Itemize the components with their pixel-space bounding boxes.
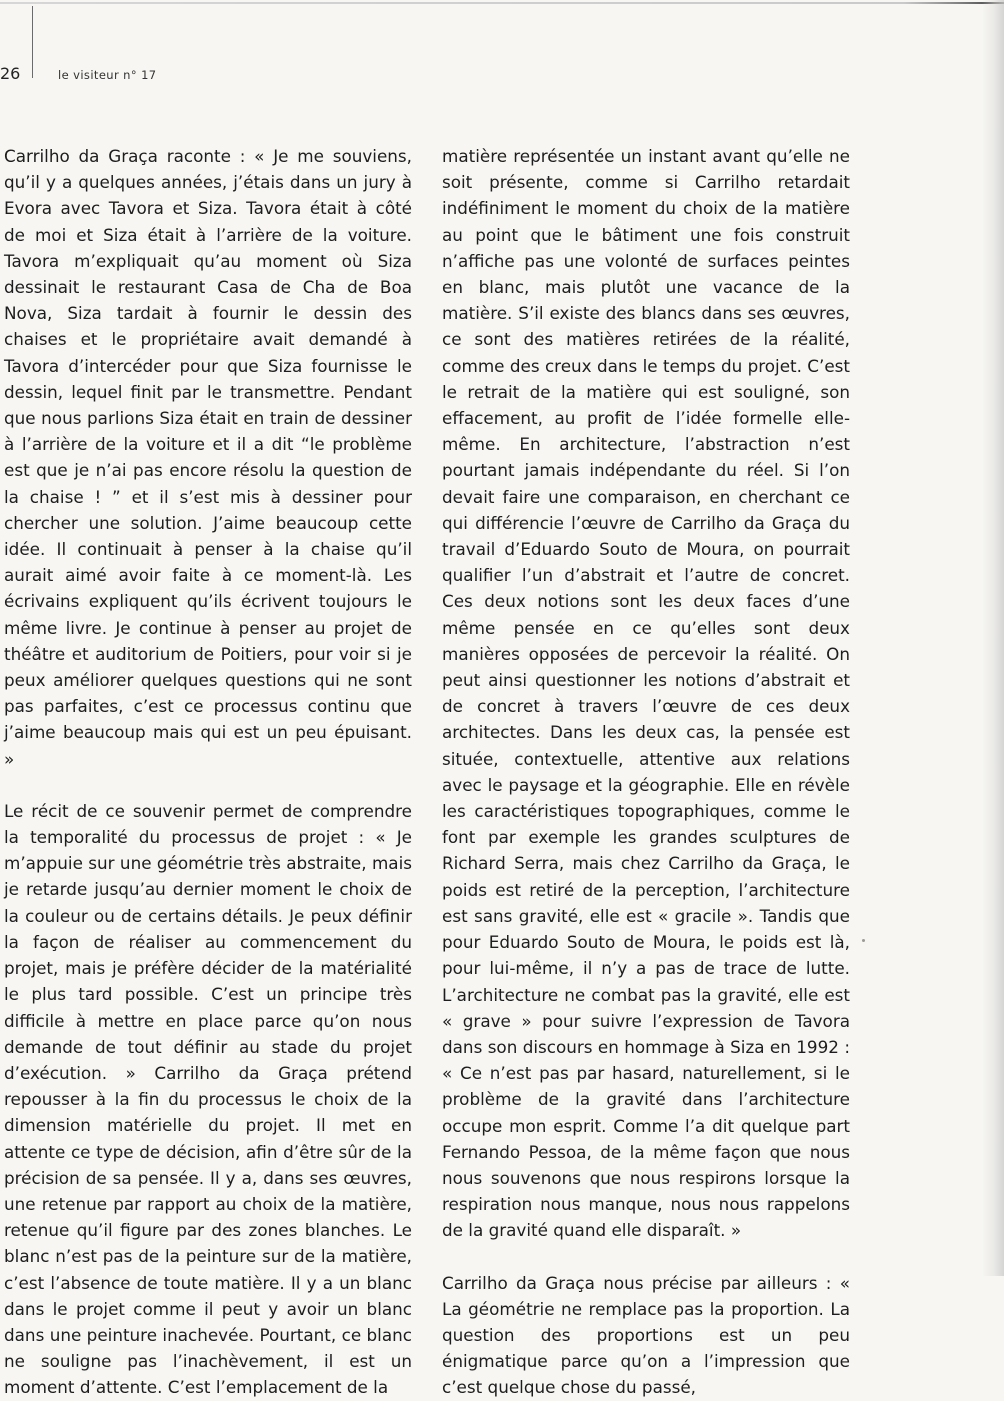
right-paragraph-2: Carrilho da Graça nous précise par ailleurs : « La géométrie ne remplace pas la proportion. La question des proportions est un peu énigmatique parce qu’on a l’impression que c’est quelque chose du passé, [442,1272,850,1398]
page-gutter-shadow [982,0,1004,1276]
header-margin-rule [32,6,33,78]
page-number: 26 [0,64,21,83]
paragraph-gap [4,772,412,798]
running-head: le visiteur n° 17 [58,68,157,82]
right-paragraph-1: matière représentée un instant avant qu’elle ne soit présente, comme si Carrilho retardait indéfiniment le moment du choix de la matière au point que le bâtiment une fois construit n’affiche pas une volonté de surfaces peintes en blanc, mais plutôt une vacance de la matière. S’il existe des blancs dans ses œuvres, ce sont des matières retirées de la réalité, comme des creux dans le temps du projet. C’est le retrait de la matière qui est souligné, son effacement, au profit de l’idée formelle elle-même. En architecture, l’abstraction n’est pourtant jamais indépendante du réel. Si l’on devait faire une comparaison, en cherchant ce qui différencie l’œuvre de Carrilho da Graça du travail d’Eduardo Souto de Moura, on pourrait qualifier l’un d’abstrait et l’autre de concret. Ces deux notions sont les deux faces d’une même pensée en ce qu’elles sont deux manières opposées de percevoir la réalité. On peut ainsi questionner les notions d’abstrait et de concret à travers l’œuvre de ces deux architectes. Dans les deux cas, la pensée est située, contextuelle, attentive aux relations avec le paysage et la géographie. Elle en révèle les caractéristiques topographiques, comme le font par exemple les grandes sculptures de Richard Serra, mais chez Carrilho da Graça, le poids est retiré de la perception, l’architecture est sans gravité, elle est « gracile ». Tandis que pour Eduardo Souto de Moura, le poids est là, pour lui-même, il n’y a pas de trace de lutte. L’architecture ne combat pas la gravité, elle est « grave » pour suivre l’expression de Tavora dans son discours en hommage à Siza en 1992 : « Ce n’est pas par hasard, naturellement, si le problème de la gravité dans l’architecture occupe mon esprit. Comme l’a dit quelque part Fernando Pessoa, de la même façon que nous nous souvenons que nous respirons lorsque la respiration nous manque, nous nous rappelons de la gravité quand elle disparaît. » [442,146,850,1241]
left-paragraph-2: Le récit de ce souvenir permet de comprendre la temporalité du processus de projet : « Je m’appuie sur une géométrie très abstraite, mais je retarde jusqu’au dernier moment le choix de la couleur ou de certains détails. Je peux définir la façon de réaliser au commencement du projet, mais je préfère décider de la matérialité le plus tard possible. C’est un principe très difficile à mettre en place parce qu’on nous demande de tout définir au stade du projet d’exécution. » Carrilho da Graça prétend repousser à la fin du processus le choix de la dimension matérielle du projet. Il met en attente ce type de décision, afin d’être sûr de la précision de sa pensée. Il y a, dans ses œuvres, une retenue par rapport au choix de la matière, retenue qu’il figure par des zones blanches. Le blanc n’est pas de la peinture sur de la matière, c’est l’absence de toute matière. Il y a un blanc dans le projet comme il peut y avoir un blanc dans une peinture inachevée. Pourtant, ce blanc ne souligne pas l’inachèvement, il est un moment d’attente. C’est l’emplacement de la [4,800,412,1398]
left-paragraph-1: Carrilho da Graça raconte : « Je me souviens, qu’il y a quelques années, j’étais dans un jury à Evora avec Tavora et Siza. Tavora était à côté de moi et Siza était à l’arrière de la voiture. Tavora m’expliquait qu’au moment où Siza dessinait le restaurant Casa de Cha de Boa Nova, Siza tardait à fournir le dessin des chaises et le propriétaire avait demandé à Tavora d’intercéder pour que Siza fournisse le dessin, lequel finit par le transmettre. Pendant que nous parlions Siza était en train de dessiner à l’arrière de la voiture et il a dit “le problème est que je n’ai pas encore résolu la question de la chaise ! ” et il s’est mis à dessiner pour chercher une solution. J’aime beaucoup cette idée. Il continuait à penser à la chaise qu’il aurait aimé avoir faite à ce moment-là. Les écrivains expliquent qu’ils écrivent toujours le même livre. Je continue à penser au projet de théâtre et auditorium de Poitiers, pour voir si je peux améliorer quelques questions qui ne sont pas parfaites, c’est ce processus continu que j’aime beaucoup mais qui est un peu épuisant. » [4,146,412,769]
right-text-column [442,143,850,1401]
scan-speck [862,939,865,942]
left-text-column [4,143,412,1401]
paragraph-gap [442,1244,850,1270]
top-page-rule [0,2,1004,4]
